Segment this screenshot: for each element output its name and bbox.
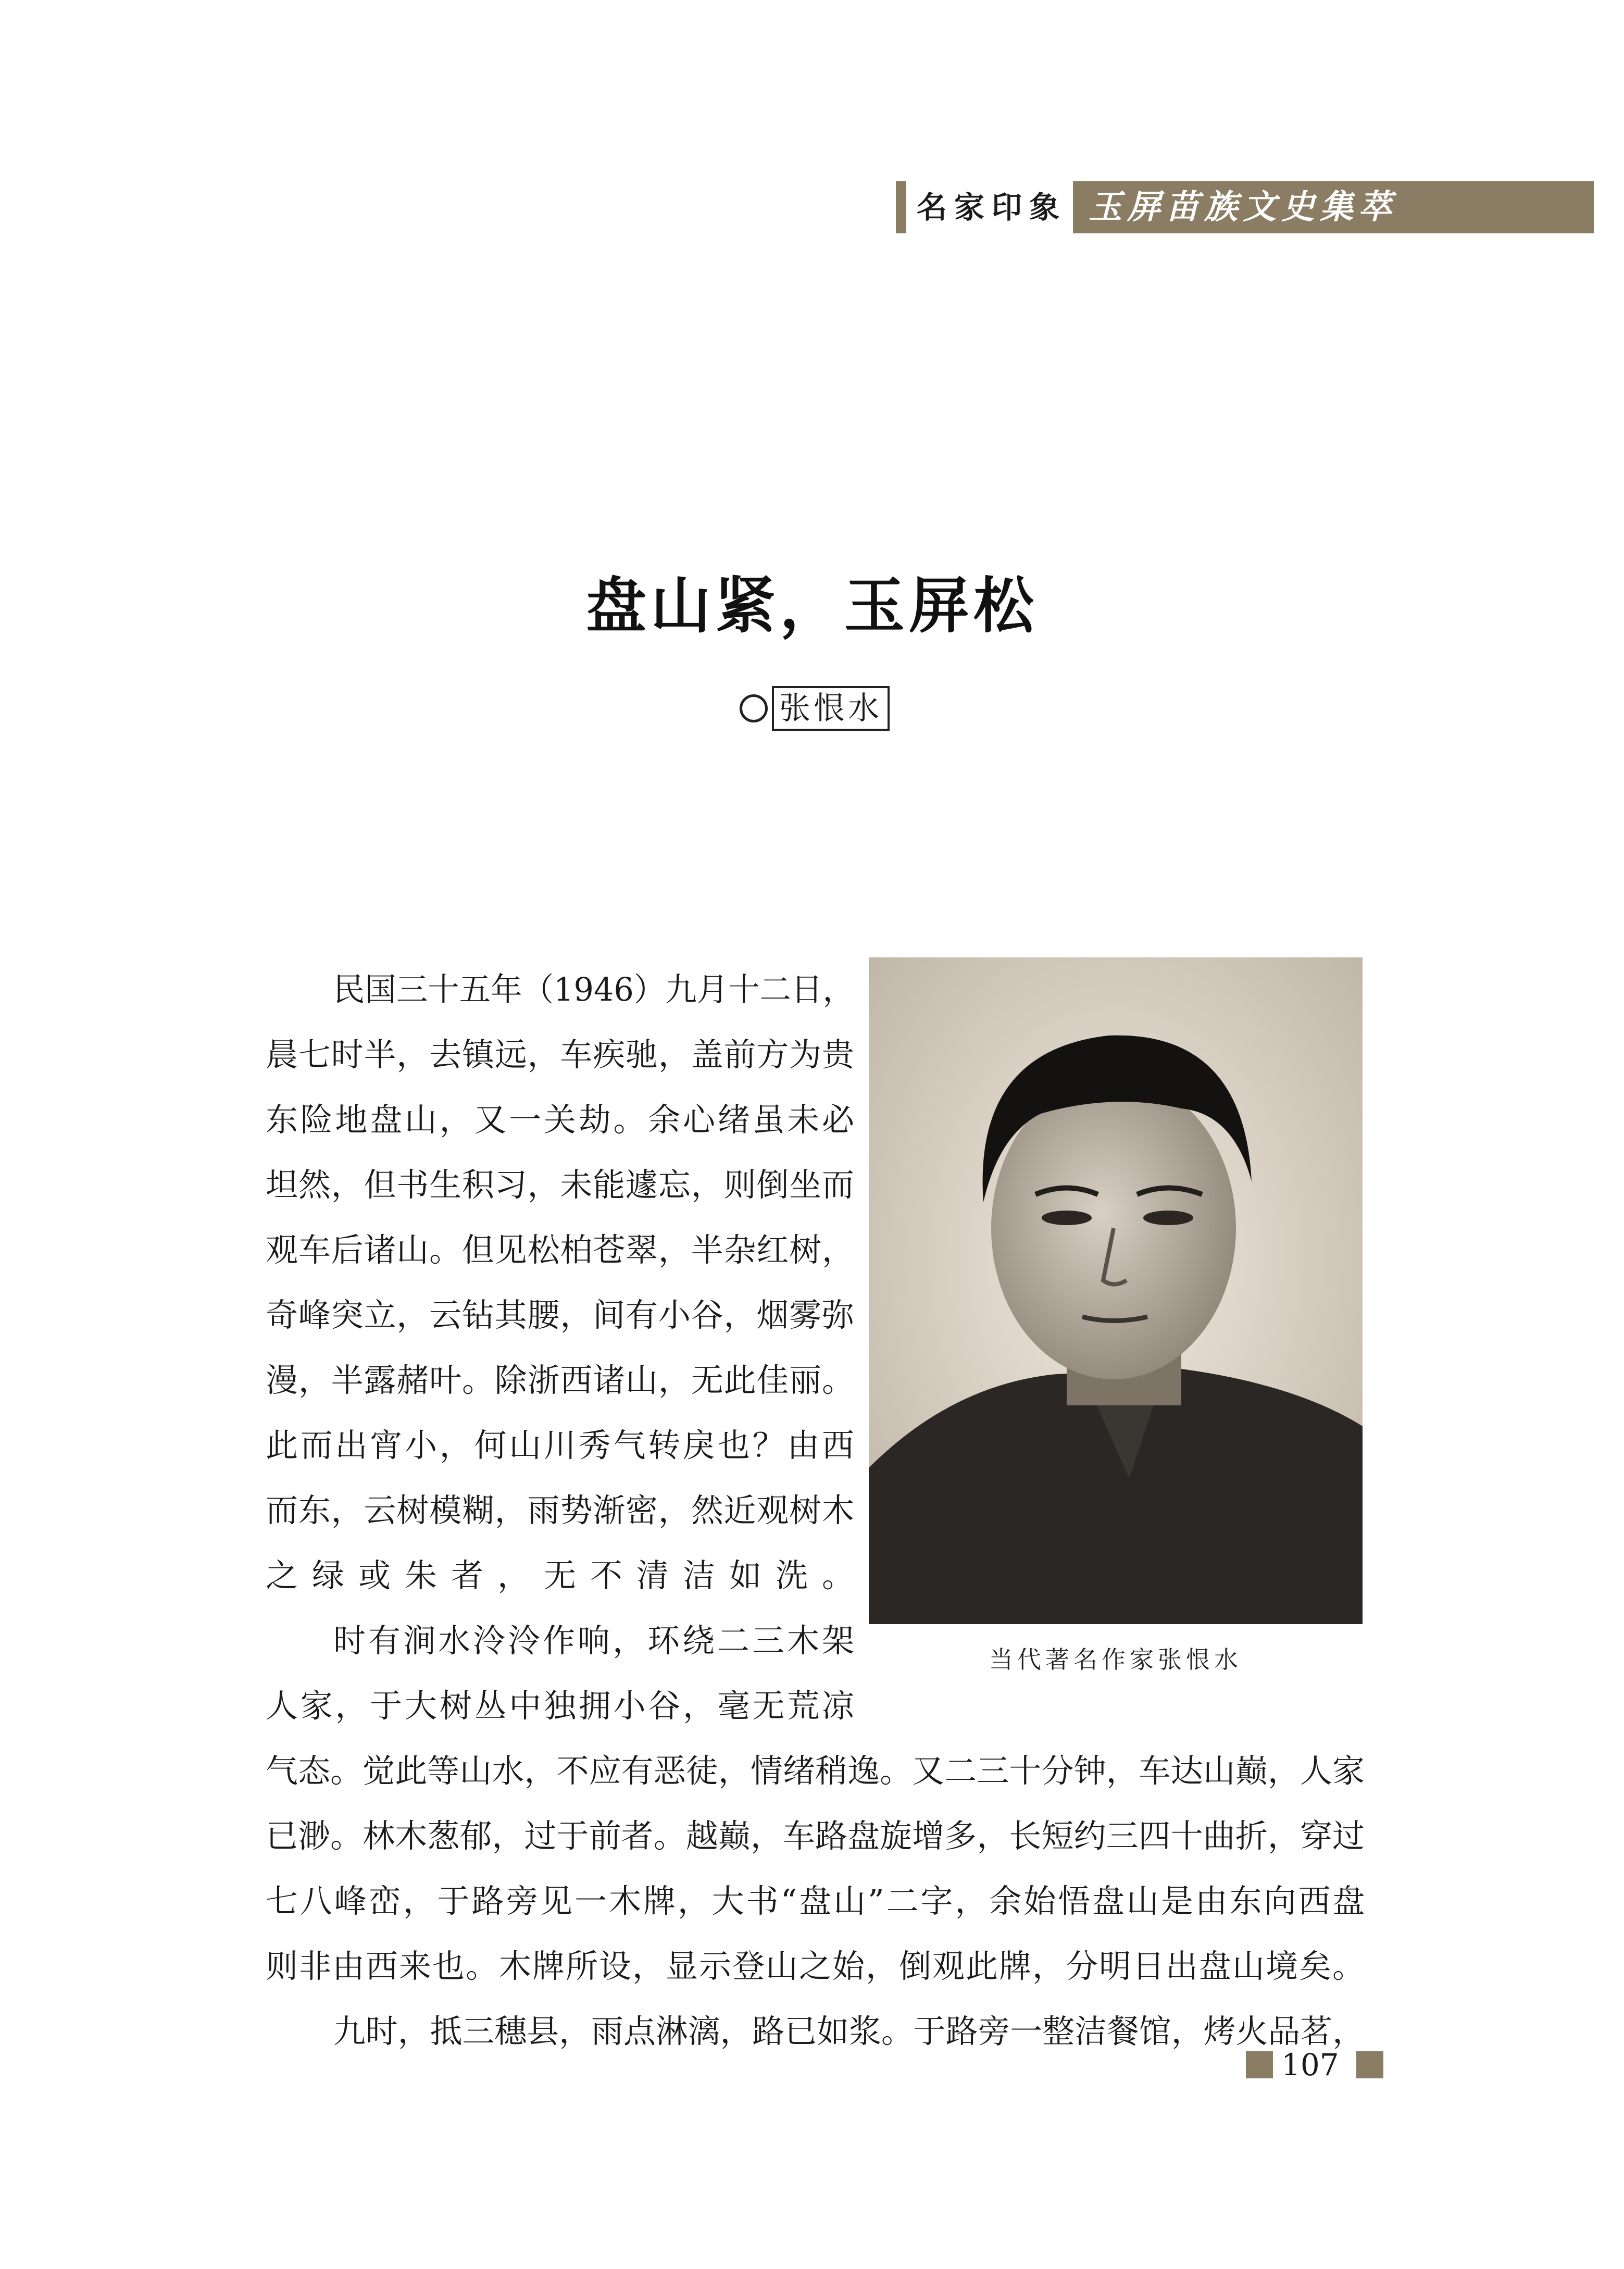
text-line: 则非由西来也。木牌所设，显示登山之始，倒观此牌，分明日出盘山境矣。 bbox=[266, 1947, 1366, 1985]
article-title: 盘山紧，玉屏松 bbox=[586, 570, 1038, 641]
text-line: 坦然，但书生积习，未能遽忘，则倒坐而 bbox=[266, 1166, 855, 1204]
text-line: 时有涧水泠泠作响，环绕二三木架 bbox=[333, 1622, 857, 1660]
section-label: 名家印象 bbox=[917, 190, 1067, 225]
author-portrait-photo bbox=[869, 957, 1363, 1624]
text-line: 人家，于大树丛中独拥小谷，毫无荒凉 bbox=[266, 1687, 857, 1725]
text-line: 观车后诸山。但见松柏苍翠，半杂红树， bbox=[266, 1231, 855, 1269]
text-line: 此而出宵小，何山川秀气转戾也？由西 bbox=[266, 1426, 857, 1464]
author-byline bbox=[740, 687, 890, 730]
text-line: 而东，云树模糊，雨势渐密，然近观树木 bbox=[266, 1491, 855, 1529]
photo-caption: 当代著名作家张恨水 bbox=[989, 1645, 1242, 1674]
text-line: 七八峰峦，于路旁见一木牌，大书“盘山”二字，余始悟盘山是由东向西盘 bbox=[266, 1882, 1367, 1920]
text-line: 已渺。林木葱郁，过于前者。越巅，车路盘旋增多，长短约三四十曲折，穿过 bbox=[266, 1817, 1365, 1855]
circle-mark-icon bbox=[740, 694, 768, 722]
text-line: 气态。觉此等山水，不应有恶徒，情绪稍逸。又二三十分钟，车达山巅，人家 bbox=[266, 1752, 1365, 1790]
text-line: 民国三十五年（1946）九月十二日， bbox=[333, 970, 854, 1008]
page-marker-left bbox=[1246, 2051, 1273, 2078]
text-line: 东险地盘山，又一关劫。余心绪虽未必 bbox=[266, 1101, 857, 1139]
text-line: 漫，半露赭叶。除浙西诸山，无此佳丽。 bbox=[266, 1361, 855, 1399]
text-line: 奇峰突立，云钻其腰，间有小谷，烟雾弥 bbox=[266, 1296, 855, 1334]
header-accent-bar bbox=[896, 181, 906, 233]
portrait-icon bbox=[869, 957, 1363, 1624]
text-line: 晨七时半，去镇远，车疾驰，盖前方为贵 bbox=[266, 1036, 855, 1074]
text-line: 之绿或朱者，无不清洁如洗。 bbox=[266, 1556, 869, 1594]
author-name: 张恨水 bbox=[772, 686, 890, 731]
series-title: 玉屏苗族文史集萃 bbox=[1089, 188, 1397, 227]
text-line: 九时，抵三穗县，雨点淋漓，路已如浆。于路旁一整洁餐馆，烤火品茗， bbox=[333, 2012, 1365, 2050]
page-marker-right bbox=[1356, 2051, 1383, 2078]
page-number: 107 bbox=[1281, 2047, 1339, 2083]
